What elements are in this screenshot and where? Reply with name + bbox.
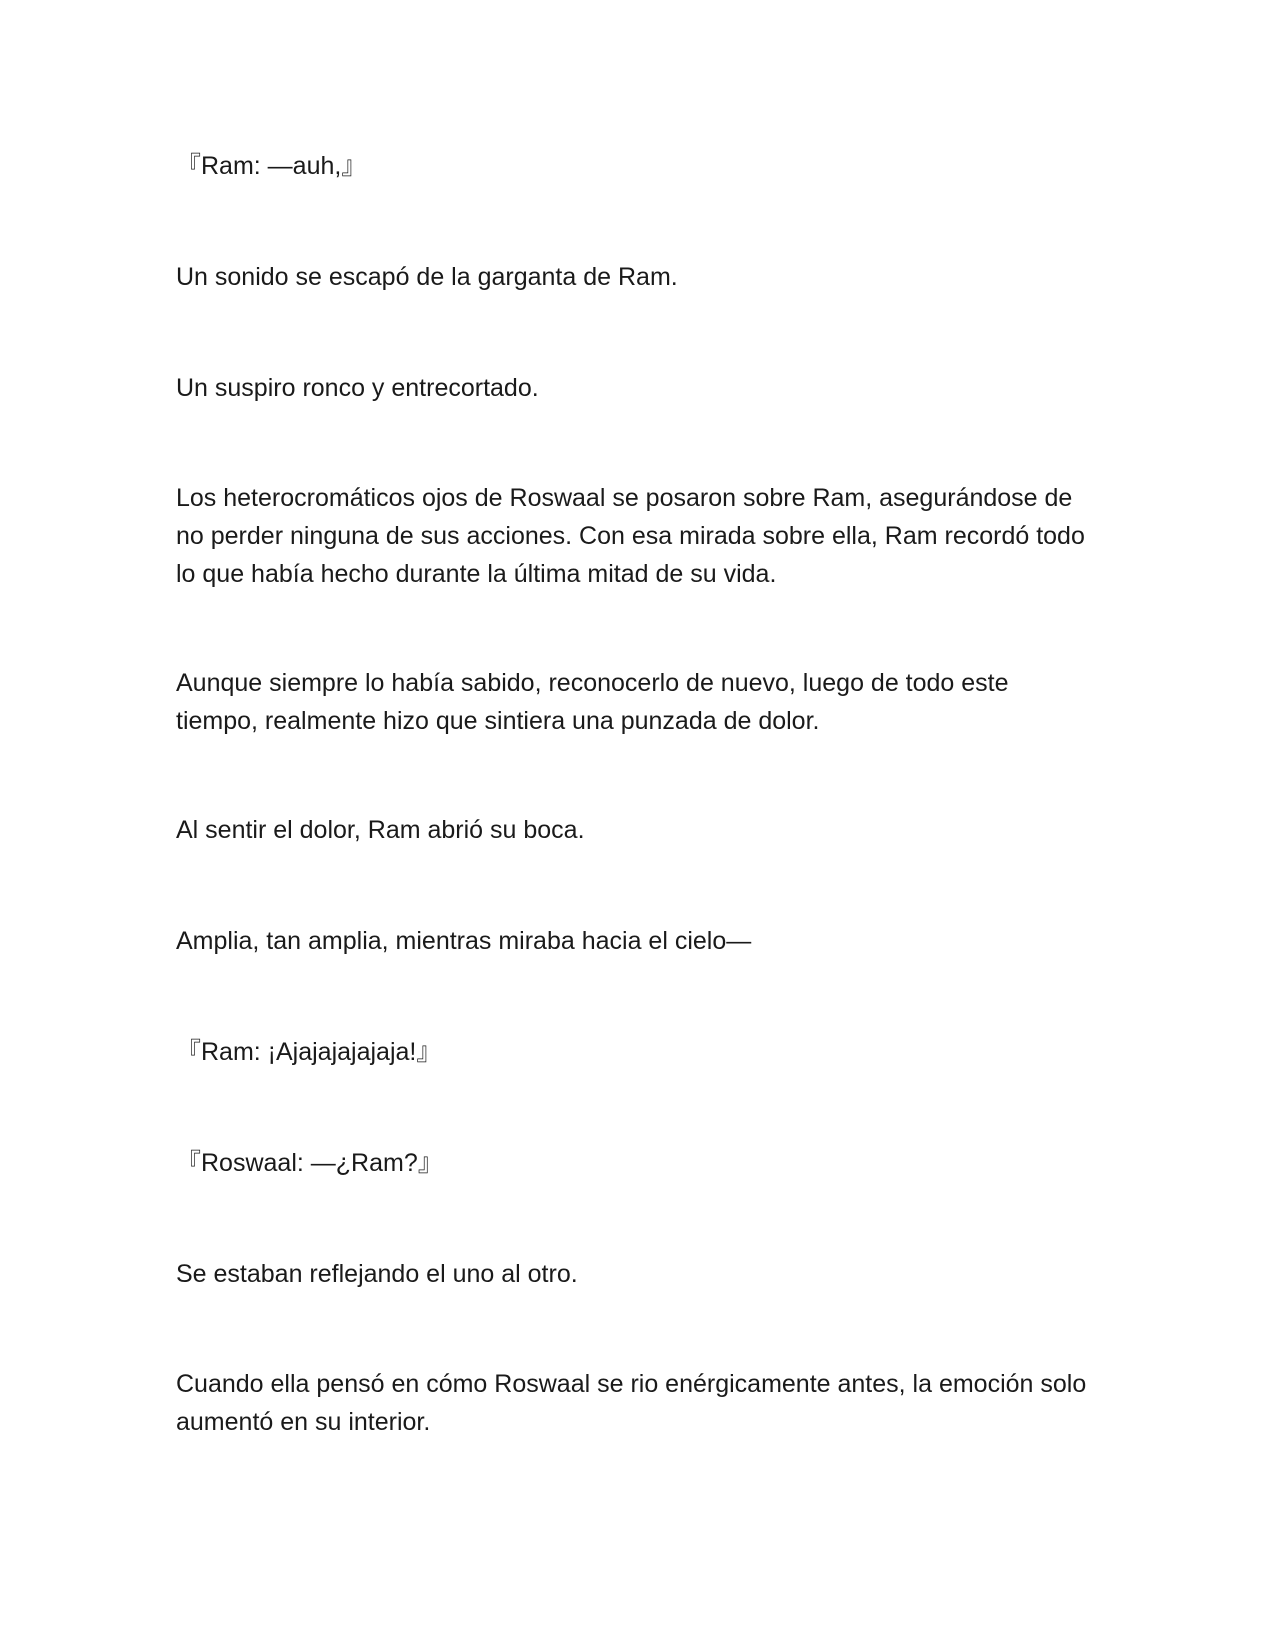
paragraph: Un suspiro ronco y entrecortado.	[176, 374, 539, 402]
paragraph: Los heterocromáticos ojos de Roswaal se posaron sobre Ram, asegurándose de no perder ninguna de sus acciones. Con esa mirada sobre ella, Ram recordó todo lo que había hecho durante la última mitad de su vida.	[176, 484, 1085, 588]
paragraph: Cuando ella pensó en cómo Roswaal se rio enérgicamente antes, la emoción solo aumentó en su interior.	[176, 1370, 1087, 1436]
paragraph: Al sentir el dolor, Ram abrió su boca.	[176, 816, 585, 844]
paragraph: Amplia, tan amplia, mientras miraba hacia el cielo—	[176, 927, 752, 955]
paragraph: Un sonido se escapó de la garganta de Ram.	[176, 263, 678, 291]
dialogue-line: 『Ram: ¡Ajajajajajaja!』	[176, 1038, 442, 1066]
dialogue-line: 『Roswaal: —¿Ram?』	[176, 1149, 443, 1177]
dialogue-line: 『Ram: —auh,』	[176, 152, 367, 180]
paragraph: Se estaban reflejando el uno al otro.	[176, 1260, 578, 1288]
paragraph: Aunque siempre lo había sabido, reconocerlo de nuevo, luego de todo este tiempo, realmente hizo que sintiera una punzada de dolor.	[176, 669, 1009, 735]
